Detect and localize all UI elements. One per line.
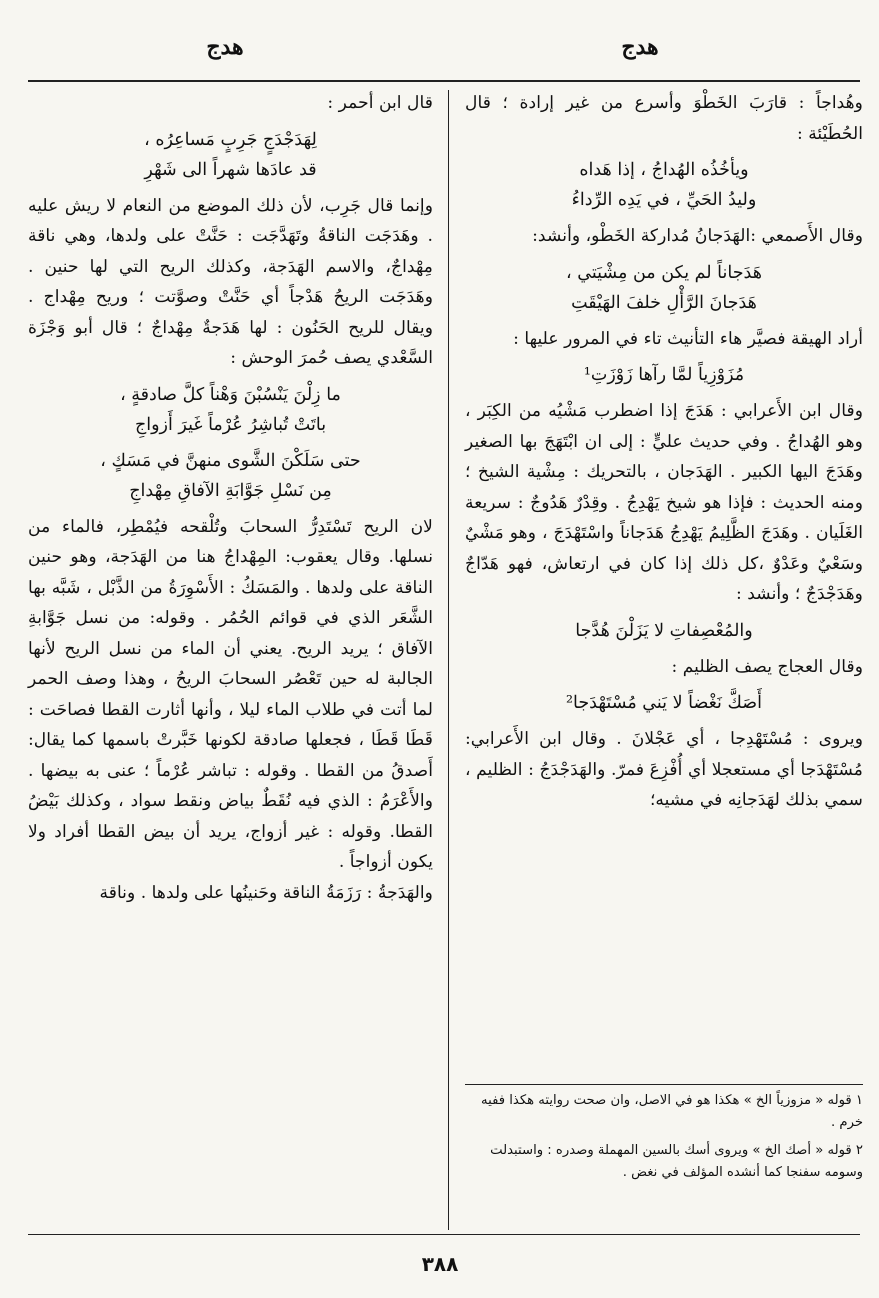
- paragraph: وإنما قال جَرِب، لأن ذلك الموضع من النعام لا ريش عليه . وهَدَجَت الناقةُ وتَهَدَّجَت : حَنَّتْ على ولدها، وهي ناقة مِهْداجٌ، والاسم الهَدَجة، وكذلك الريح التي لها حنين . وهَدَجَت الريحُ هَدْجاً أي حَنَّتْ وصوَّتت ؛ وريح مِهْداج . ويقال للريح الحَنُون : لها هَدَجةٌ مِهْداجٌ ؛ قال أبو وَجْزَة السَّعْدي يصف حُمرَ الوحش :: [28, 195, 433, 368]
- verse-line: هَدَجاناً لم يكن من مِشْيَتي ،: [566, 262, 762, 283]
- paragraph: وهُداجاً : قارَبَ الخَطْوَ وأسرع من غير إرادة ؛ قال الحُطَيْئة :: [465, 93, 863, 144]
- verse-line: حتى سَلَكْنَ الشَّوى منهنَّ في مَسَكٍ ،: [100, 450, 361, 471]
- top-rule: [28, 80, 860, 82]
- verse-line: أَصَكَّ نَغْضاً لا يَني مُسْتَهْدَجا²: [566, 693, 762, 713]
- paragraph: قال ابن أحمر :: [327, 93, 433, 113]
- verse-line: وليدُ الحَيِّ ، في يَدِه الرِّداءُ: [571, 190, 757, 210]
- verse: [465, 360, 863, 390]
- verse-line: مِن نَسْلِ جَوَّابَةِ الآفاقِ مِهْداجِ: [129, 480, 332, 501]
- verse: [465, 616, 863, 646]
- verse-line: ويأخُذُه الهُداجُ ، إذا هَداه: [579, 160, 749, 180]
- verse-line: مُزَوْزِياً لمَّا رآها زَوْزَتِ¹: [583, 365, 745, 385]
- bottom-rule: [28, 1234, 860, 1235]
- paragraph: لان الريح تَسْتَدِرُّ السحابَ وتُلْقحه فيُمْطِر، فالماء من نسلها. وقال يعقوب: المِهْداجُ هنا من الهَدَجة، وهو حنين الناقة على ولدها . والمَسَكُ : الأَسْوِرَةُ من الذَّبْل ، شَبَّه بها الشَّعَر الذي في قوائم الحُمُر . وقوله: من نسل جَوَّابةِ الآفاق ؛ يريد الريح. يعني أن الماء من نسل الريح لأنها الجالبة له حين تَعْصُر السحابَ الريحُ ، وهذا وصف الحمر لما أتت في طلاب الماء ليلا ، وأنها أثارت القطا فصاحَت : قَطَا قَطَا ، فجعلها صادقة لكونها خَبَّرتْ باسمها كما يقال: أَصدقُ من القطا . وقوله : تباشر عُرْماً ؛ عنى به بيضها . والأَعْرَمُ : الذي فيه نُقَطٌ بياض ونقط سواد ، وكذلك بَيْضُ القطا. وقوله : غير أزواج، يريد أن بيض القطا أفراد ولا يكون أزواجاً .: [28, 516, 433, 872]
- verse: [465, 258, 863, 318]
- verse: [465, 688, 863, 718]
- header-right-word: هدج: [621, 34, 659, 60]
- verse-line: هَدَجانَ الرَّأْلِ خلفَ الهَيْقَتِ: [571, 292, 757, 313]
- verse-line: قد عادَها شهراً الى شَهْرِ: [144, 159, 317, 180]
- header-left-word: هدج: [206, 34, 244, 60]
- left-column: [28, 88, 433, 908]
- verse: [28, 380, 433, 440]
- paragraph: وقال ابن الأَعرابي : هَدَجَ إذا اضطرب مَشْيُه من الكِبَر ، وهو الهُداجُ . وفي حديث عليٍّ : إلى ان ابْتَهَجَ بها الصغير وهَدَجَ اليها الكبير . الهَدَجان ، بالتحريك : مِشْية الشيخ ؛ ومنه الحديث : فإذا هو شيخ يَهْدِجُ . وقِدْرٌ هَدُوجٌ : سريعة الغَلَيان . وهَدَجَ الظَّلِيمُ يَهْدِجُ هَدَجاناً واسْتَهْدَجَ ، وهو مَشْيٌ وسَعْيٌ وعَدْوٌ ،كل ذلك إذا كان في ارتعاش، فهو هَدّاجٌ وهَدَجْدَجٌ ؛ وأنشد :: [465, 401, 863, 604]
- verse: [28, 446, 433, 506]
- paragraph: والهَدَجةُ : رَزَمَةُ الناقة وحَنينُها على ولدها . وناقة: [99, 882, 433, 903]
- verse-line: والمُعْصِفاتِ لا يَزَلْنَ هُدَّجا: [575, 620, 753, 641]
- page-number: ٣٨٨: [421, 1252, 459, 1276]
- footnote: ٢ قوله « أصك الخ » ويروى أسك بالسين المهملة وصدره : واستبدلت وسومه سفنجا كما أنشده المؤلف في نغض .: [490, 1143, 863, 1180]
- verse: [28, 125, 433, 185]
- footnote-rule: [465, 1084, 863, 1085]
- verse-line: ما زِلْنَ يَنْسُبْنَ وَهْناً كلَّ صادقةٍ ،: [120, 384, 341, 405]
- paragraph: وقال العجاج يصف الظليم :: [671, 656, 863, 677]
- column-divider: [448, 90, 449, 1230]
- footnote: ١ قوله « مزوزياً الخ » هكذا هو في الاصل، وان صحت روايته هكذا ففيه خرم .: [481, 1093, 863, 1130]
- verse: [465, 155, 863, 215]
- right-column: [465, 88, 863, 816]
- paragraph: أراد الهيقة فصيَّر هاء التأنيث تاء في المرور عليها :: [513, 328, 863, 349]
- paragraph: وقال الأَصمعي :الهَدَجانُ مُداركة الخَطْو، وأنشد:: [532, 226, 863, 246]
- verse-line: لِهَدَجْدَجٍ جَرِبٍ مَساعِرُه ،: [144, 129, 317, 150]
- paragraph: ويروى : مُسْتَهْدِجا ، أي عَجْلانَ . وقال ابن الأَعرابي: مُسْتَهْدَجا أي مستعجلا أي أُفْزِعَ فمرّ. والهَدَجْدَجُ : الظليم ، سمي بذلك لهَدَجانِه في مشيه؛: [465, 729, 863, 810]
- verse-line: باتَتْ تُباشِرُ عُرْماً غَيرَ أَزواجِ: [134, 414, 327, 435]
